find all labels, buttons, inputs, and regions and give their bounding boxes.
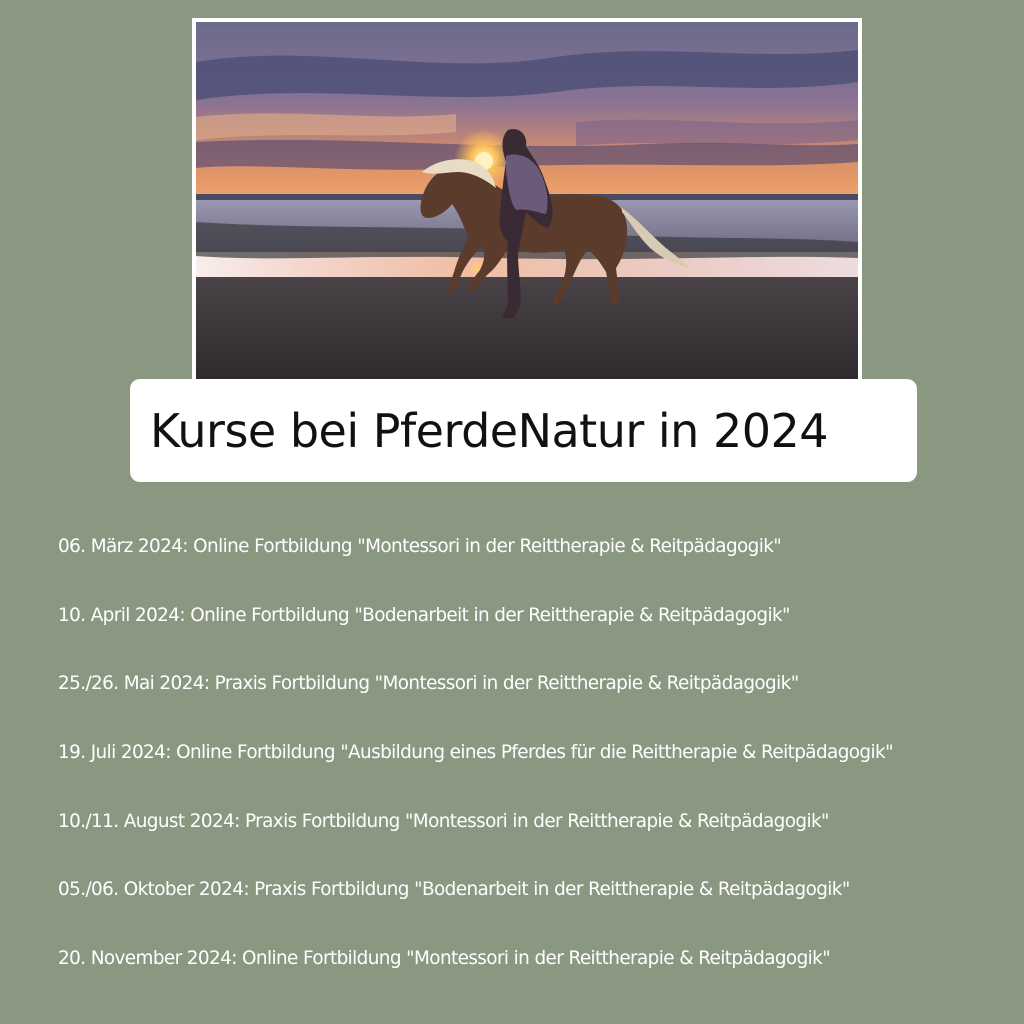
- course-item: 25./26. Mai 2024: Praxis Fortbildung "Montessori in der Reittherapie & Reitpädagogik": [58, 673, 799, 695]
- course-list: [58, 530, 1018, 1011]
- horse-rider-beach-sunset-photo: [196, 22, 858, 380]
- course-item: 10. April 2024: Online Fortbildung "Bodenarbeit in der Reittherapie & Reitpädagogik": [58, 604, 790, 626]
- title-box: [130, 379, 917, 482]
- course-item: 06. März 2024: Online Fortbildung "Montessori in der Reittherapie & Reitpädagogik": [58, 536, 782, 557]
- course-item: 10./11. August 2024: Praxis Fortbildung "Montessori in der Reittherapie & Reitpädagogik": [58, 810, 829, 832]
- photo-frame: [192, 18, 862, 384]
- course-item: 20. November 2024: Online Fortbildung "Montessori in der Reittherapie & Reitpädagogik": [58, 948, 831, 970]
- page-title: Kurse bei PferdeNatur in 2024: [150, 403, 829, 458]
- course-item: 05./06. Oktober 2024: Praxis Fortbildung "Bodenarbeit in der Reittherapie & Reitpädagogik": [58, 879, 850, 901]
- course-item: 19. Juli 2024: Online Fortbildung "Ausbildung eines Pferdes für die Reittherapie & Reitpädagogik": [58, 742, 893, 764]
